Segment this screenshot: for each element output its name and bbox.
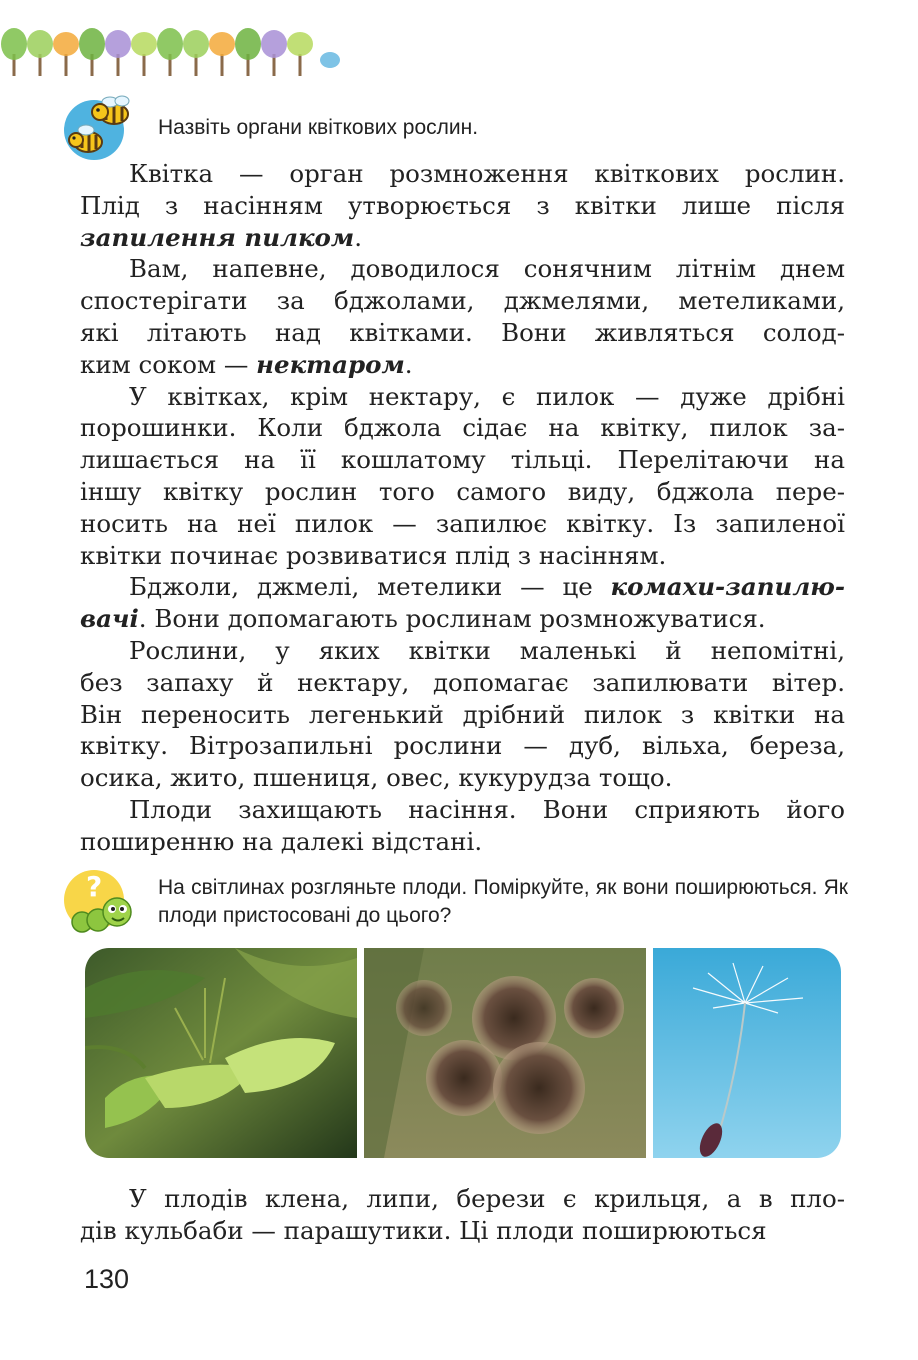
text-line [80,444,845,476]
svg-text:?: ? [86,870,103,903]
burdock-fruit-photo [364,948,646,1158]
tree-trunk [143,54,146,76]
text-segment: Плоди захищають насіння. Вони сприяють його [129,794,845,824]
text-segment: носить на неї пилок — запилює квітку. Із запиленої [80,508,845,538]
main-text [80,158,845,858]
text-segment: квітки починає розвиватися плід з насінням. [80,540,667,570]
paragraph [80,253,845,380]
text-line [80,667,845,699]
text-segment: . Вони допомагають рослинам розмножуватися. [138,604,766,634]
text-line [80,253,845,285]
tree-crown [1,28,27,60]
text-line [80,190,845,222]
paragraph [80,794,845,858]
text-line [80,635,845,667]
text-segment: спостерігати за бджолами, джмелями, метеликами, [80,286,845,316]
text-line [80,317,845,349]
tree-crown [209,32,235,56]
bottom-text [80,1183,845,1247]
text-segment: Бджоли, джмелі, метелики — це [129,572,611,602]
bees-icon [62,92,142,162]
text-line [80,1215,845,1247]
tree-crown [131,32,157,56]
text-line [80,603,845,635]
text-segment: У квітках, крім нектару, є пилок — дуже дрібні [129,381,845,411]
text-line [80,158,845,190]
emphasized-term: запилення пилком [80,222,355,252]
question-caterpillar-icon [62,866,142,936]
text-line [80,285,845,317]
text-line [80,1183,845,1215]
tree-crown [235,28,261,60]
text-line [80,381,845,413]
tree-trunk [65,54,68,76]
paragraph [80,571,845,635]
photo-question-prompt: На світлинах розгляньте плоди. Поміркуйте, як вони поширюються. Як плоди пристосовані до цього? [158,876,848,927]
text-segment: Квітка — орган розмноження квіткових рослин. [129,159,845,188]
tree-crown [183,30,209,58]
text-line [80,826,845,858]
text-segment: Він переносить легенький дрібний пилок з квітки на [80,699,845,729]
text-line [80,349,845,381]
tree-crown [261,30,287,58]
text-line [80,762,845,794]
tree-crown [53,32,79,56]
text-segment: поширенню на далекі відстані. [80,826,483,856]
tree-icons [1,28,340,76]
tree-crown [157,28,183,60]
text-line [80,412,845,444]
paragraph [80,635,845,794]
text-line [80,794,845,826]
paragraph [80,1183,845,1247]
emphasized-term: вачі [80,604,139,634]
emphasized-term: нектаром [256,349,405,379]
text-line [80,222,845,254]
tree-trunk [299,54,302,76]
text-line [80,508,845,540]
paragraph [80,158,845,253]
text-segment: осика, жито, пшениця, овес, кукурудза тощо. [80,763,673,793]
emphasized-term: комахи-запилю- [610,572,845,602]
tree-crown [105,30,131,58]
text-segment: дів кульбаби — парашутики. Ці плоди поширюються [80,1215,767,1245]
text-segment: лишається на її кошлатому тільці. Перелітаючи на [80,445,845,475]
tree-trunk [221,54,224,76]
text-segment: ким соком — [80,349,257,379]
text-segment: які літають над квітками. Вони живляться солод- [80,317,845,347]
text-segment: У плодів клена, липи, берези є крильця, а в пло- [129,1184,845,1213]
text-segment: квітку. Вітрозапильні рослини — дуб, вільха, береза, [80,731,845,761]
lesson-prompt: Назвіть органи квіткових рослин. [158,116,479,139]
text-line [80,571,845,603]
text-line [80,699,845,731]
text-segment: Рослини, у яких квітки маленькі й непомітні, [129,635,845,665]
text-line [80,730,845,762]
tree-crown [79,28,105,60]
text-segment: порошинки. Коли бджола сідає на квітку, пилок за- [80,413,845,443]
text-segment: без запаху й нектару, допомагає запилювати вітер. [80,667,845,697]
maple-fruit-photo [85,948,357,1158]
tree-crown [287,32,313,56]
text-segment: Вам, напевне, доводилося сонячним літнім днем [129,254,845,284]
text-line [80,476,845,508]
text-line [80,540,845,572]
paragraph [80,381,845,572]
dandelion-fruit-photo [653,948,841,1158]
bird-icon [320,52,340,68]
text-segment: . [354,222,362,252]
text-segment: Плід з насінням утворюється з квітки лише після [80,190,845,220]
text-segment: іншу квітку рослин того самого виду, бджола пере- [80,476,845,506]
page-number: 130 [84,1264,130,1294]
text-segment: . [404,349,413,379]
tree-border-decoration [0,20,360,82]
tree-crown [27,30,53,58]
